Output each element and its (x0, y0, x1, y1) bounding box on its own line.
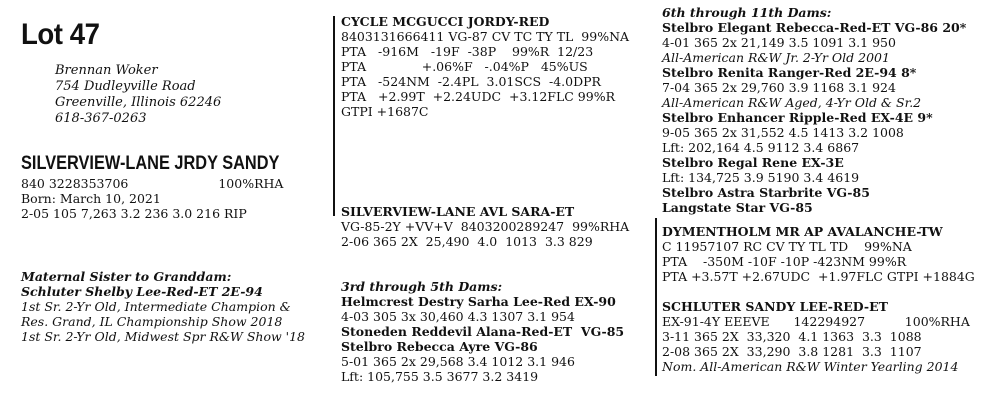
maternal-sister-line: 1st Sr. 2-Yr Old, Intermediate Champion & (21, 299, 291, 314)
animal-reg: 840 3228353706 (21, 176, 129, 191)
dam-entry-name: Stelbro Astra Starbrite VG-85 (662, 185, 870, 200)
owner-street: 754 Dudleyville Road (55, 79, 196, 94)
granddam-line: EX-91-4Y EEEVE 142294927 100%RHA (662, 314, 970, 329)
maternal-sister-heading: Maternal Sister to Granddam: (21, 269, 232, 284)
dam-line: 2-06 365 2X 25,490 4.0 1013 3.3 829 (341, 234, 593, 249)
dam-entry-line: Lft: 134,725 3.9 5190 3.4 4619 (662, 170, 860, 185)
dams-3-5-heading: 3rd through 5th Dams: (341, 279, 503, 294)
dam-entry-name: Stelbro Renita Ranger-Red 2E-94 8* (662, 65, 917, 80)
sire-name: CYCLE MCGUCCI JORDY-RED (341, 14, 550, 29)
dam-entry-line: 9-05 365 2x 31,552 4.5 1413 3.2 1008 (662, 125, 904, 140)
dam-entry-line: 7-04 365 2x 29,760 3.9 1168 3.1 924 (662, 80, 896, 95)
animal-reg-line (21, 176, 322, 191)
animal-block (21, 153, 322, 221)
dam-sire-line: C 11957107 RC CV TY TL TD 99%NA (662, 239, 912, 254)
dam-entry-line: All-American R&W Jr. 2-Yr Old 2001 (662, 50, 890, 65)
dam-entry-line: 4-01 365 2x 21,149 3.5 1091 3.1 950 (662, 35, 896, 50)
granddam-line: Nom. All-American R&W Winter Yearling 2014 (662, 359, 959, 374)
sire-line: PTA -916M -19F -38P 99%R 12/23 (341, 44, 594, 59)
owner-city: Greenville, Illinois 62246 (55, 95, 222, 110)
animal-name: SILVERVIEW-LANE JRDY SANDY (21, 153, 280, 174)
sire-line: GTPI +1687C (341, 104, 429, 119)
dam-name: SILVERVIEW-LANE AVL SARA-ET (341, 204, 575, 219)
dam-sire-name: DYMENTHOLM MR AP AVALANCHE-TW (662, 224, 943, 239)
dam-entry-line: Lft: 105,755 3.5 3677 3.2 3419 (341, 369, 539, 384)
pedigree-bracket-sire (333, 16, 335, 216)
sire-block (341, 14, 629, 119)
dam-sire-line: PTA -350M -10F -10P -423NM 99%R (662, 254, 907, 269)
granddam-block (662, 299, 970, 374)
sire-line: PTA +2.99T +2.24UDC +3.12FLC 99%R (341, 89, 615, 104)
dam-entry-name: Stelbro Rebecca Ayre VG-86 (341, 339, 538, 354)
maternal-sister-name: Schluter Shelby Lee-Red-ET 2E-94 (21, 284, 263, 299)
granddam-name: SCHLUTER SANDY LEE-RED-ET (662, 299, 888, 314)
granddam-line: 3-11 365 2X 33,320 4.1 1363 3.3 1088 (662, 329, 922, 344)
owner-address (55, 63, 221, 127)
maternal-sister-block (21, 269, 305, 344)
dam-entry-name: Stelbro Elegant Rebecca-Red-ET VG-86 20* (662, 20, 967, 35)
animal-rha: 100%RHA (218, 176, 284, 191)
dams-6-11-heading: 6th through 11th Dams: (662, 5, 832, 20)
dam-entry-name: Stelbro Enhancer Ripple-Red EX-4E 9* (662, 110, 933, 125)
dams-3-5-block (341, 279, 624, 384)
sire-line: PTA +.06%F -.04%P 45%US (341, 59, 588, 74)
dam-entry-name: Stoneden Reddevil Alana-Red-ET VG-85 (341, 324, 625, 339)
animal-record: 2-05 105 7,263 3.2 236 3.0 216 RIP (21, 206, 247, 221)
animal-born: Born: March 10, 2021 (21, 191, 161, 206)
dam-entry-line: Lft: 202,164 4.5 9112 3.4 6867 (662, 140, 860, 155)
dam-block (341, 204, 629, 249)
sire-line: 8403131666411 VG-87 CV TC TY TL 99%NA (341, 29, 630, 44)
owner-name: Brennan Woker (55, 63, 158, 78)
dam-entry-line: 5-01 365 2x 29,568 3.4 1012 3.1 946 (341, 354, 575, 369)
dam-line: VG-85-2Y +VV+V 8403200289247 99%RHA (341, 219, 630, 234)
granddam-line: 2-08 365 2X 33,290 3.8 1281 3.3 1107 (662, 344, 922, 359)
dam-sire-block (662, 224, 975, 284)
dam-entry-name: Helmcrest Destry Sarha Lee-Red EX-90 (341, 294, 616, 309)
sire-line: PTA -524NM -2.4PL 3.01SCS -4.0DPR (341, 74, 601, 89)
dam-entry-line: All-American R&W Aged, 4-Yr Old & Sr.2 (662, 95, 922, 110)
dam-entry-name: Stelbro Regal Rene EX-3E (662, 155, 844, 170)
pedigree-bracket-dam (655, 218, 657, 376)
maternal-sister-line: 1st Sr. 2-Yr Old, Midwest Spr R&W Show '18 (21, 329, 306, 344)
lot-number: Lot 47 (21, 18, 100, 51)
maternal-sister-line: Res. Grand, IL Championship Show 2018 (21, 314, 283, 329)
dam-sire-line: PTA +3.57T +2.67UDC +1.97FLC GTPI +1884G (662, 269, 975, 284)
dam-entry-name: Langstate Star VG-85 (662, 200, 813, 215)
dams-6-11-block (662, 5, 966, 215)
owner-phone: 618-367-0263 (55, 111, 147, 126)
dam-entry-line: 4-03 305 3x 30,460 4.3 1307 3.1 954 (341, 309, 575, 324)
